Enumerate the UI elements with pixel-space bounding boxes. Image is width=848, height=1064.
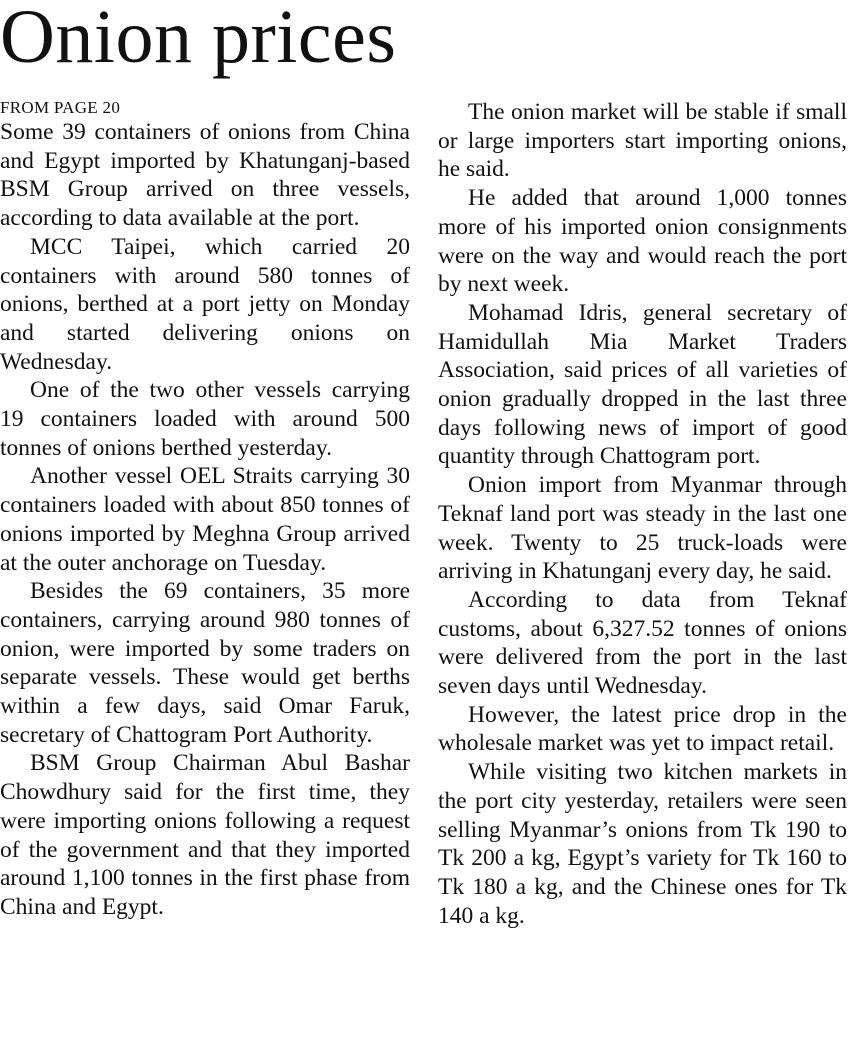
paragraph: Onion import from Myanmar through Teknaf land port was steady in the last one week. Twenty to 25 truck-loads were arriving in Khatunganj every day, he said. [438,472,847,585]
paragraph: BSM Group Chairman Abul Bashar Chowdhury said for the first time, they were importing onions following a request of the government and that they imported around 1,100 tonnes in the first phase from China and Egypt. [0,750,410,920]
paragraph: According to data from Teknaf customs, about 6,327.52 tonnes of onions were delivered from the port in the last seven days until Wednesday. [438,586,847,700]
paragraph: Some 39 containers of onions from China and Egypt imported by Khatunganj-based BSM Group arrived on three vessels, according to data available at the port. [0,119,410,232]
paragraph: While visiting two kitchen markets in the port city yesterday, retailers were seen selling Myanmar’s onions from Tk 190 to Tk 200 a kg, Egypt’s variety for Tk 160 to Tk 180 a kg, and the Chinese ones for Tk 140 a kg. [438,759,847,929]
paragraph: Mohamad Idris, general secretary of Hamidullah Mia Market Traders Association, said prices of all varieties of onion gradually dropped in the last three days following news of import of good quantity through Chattogram port. [438,299,847,470]
paragraph: One of the two other vessels carrying 19 containers loaded with around 500 tonnes of onions berthed yesterday. [0,377,410,461]
article-column-left [0,98,410,922]
paragraph: MCC Taipei, which carried 20 containers with around 580 tonnes of onions, berthed at a port jetty on Monday and started delivering onions on Wednesday. [0,233,410,375]
jump-line: FROM PAGE 20 [0,98,121,117]
article-column-right [438,98,847,930]
paragraph: The onion market will be stable if small or large importers start importing onions, he said. [438,99,847,183]
headline: Onion prices [0,0,397,79]
paragraph: He added that around 1,000 tonnes more of his imported onion consignments were on the way and would reach the port by next week. [438,185,847,298]
paragraph: Besides the 69 containers, 35 more containers, carrying around 980 tonnes of onion, were imported by some traders on separate vessels. These would get berths within a few days, said Omar Faruk, secretary of Chattogram Port Authority. [0,578,410,748]
paragraph: However, the latest price drop in the wholesale market was yet to impact retail. [438,701,847,757]
paragraph: Another vessel OEL Straits carrying 30 containers loaded with about 850 tonnes of onions imported by Meghna Group arrived at the outer anchorage on Tuesday. [0,463,410,576]
